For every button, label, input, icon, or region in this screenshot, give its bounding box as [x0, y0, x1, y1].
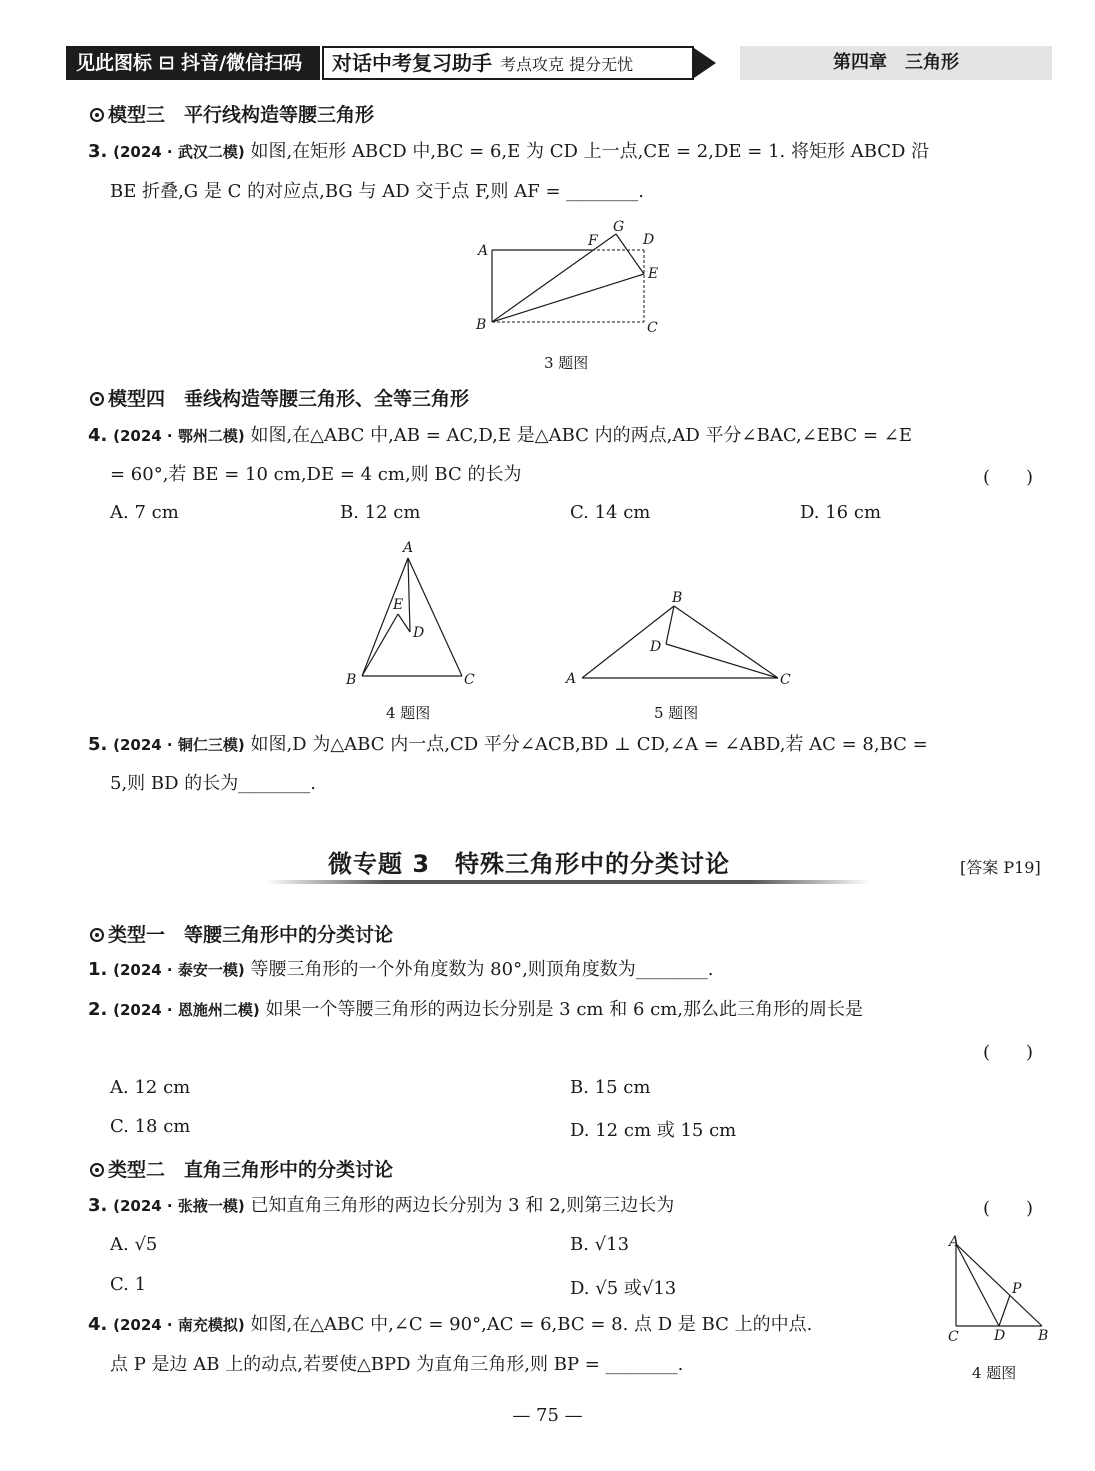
fig4-label-b: B	[346, 672, 357, 688]
question-text: 如图,在矩形 ABCD 中,BC = 6,E 为 CD 上一点,CE = 2,DE = 1. 将矩形 ABCD 沿	[250, 141, 930, 162]
assistant-banner	[322, 46, 694, 80]
figq4-label-p: P	[1012, 1281, 1022, 1297]
option-d: D. 12 cm 或 15 cm	[570, 1120, 737, 1141]
target-icon	[90, 392, 104, 406]
question-source: (2024 · 南充模拟)	[113, 1316, 245, 1334]
type1-heading	[90, 920, 393, 947]
answer-reference: [答案 P19]	[960, 858, 1041, 877]
fig3-label-f: F	[588, 233, 598, 249]
type2-heading-text: 类型二 直角三角形中的分类讨论	[108, 1159, 394, 1181]
question-source: (2024 · 泰安一模)	[113, 961, 245, 979]
question-number: 5.	[88, 734, 108, 755]
question-number: 2.	[88, 999, 108, 1020]
option-b: B. √13	[570, 1234, 630, 1255]
assistant-subtitle: 考点攻克 提分无忧	[500, 55, 634, 74]
question-text: 如果一个等腰三角形的两边长分别是 3 cm 和 6 cm,那么此三角形的周长是	[265, 999, 863, 1020]
t1-question-2	[88, 998, 863, 1022]
answer-parentheses: ( )	[983, 1042, 1034, 1063]
option-b: B. 15 cm	[570, 1077, 651, 1098]
option-d: D. 16 cm	[800, 502, 882, 523]
option-d: D. √5 或√13	[570, 1278, 677, 1299]
assistant-title: 对话中考复习助手	[332, 51, 492, 75]
figure-5	[560, 586, 800, 696]
answer-parentheses: ( )	[983, 1198, 1034, 1219]
figure-5-caption: 5 题图	[654, 704, 699, 722]
figq4-label-b: B	[1038, 1328, 1049, 1344]
figq4-label-c: C	[948, 1329, 959, 1345]
t1-question-1	[88, 958, 714, 982]
title-underline	[265, 880, 871, 884]
question-3-line2: BE 折叠,G 是 C 的对应点,BG 与 AD 交于点 F,则 AF = ________.	[110, 181, 644, 202]
question-3-line1	[88, 140, 929, 164]
option-b: B. 12 cm	[340, 502, 421, 523]
question-source: (2024 · 张掖一模)	[113, 1197, 245, 1215]
fig3-label-a: A	[478, 243, 489, 259]
target-icon	[90, 928, 104, 942]
question-number: 4.	[88, 1314, 108, 1335]
question-number: 3.	[88, 1195, 108, 1216]
chapter-title: 第四章 三角形	[740, 46, 1052, 80]
special-topic-title: 微专题 3 特殊三角形中的分类讨论	[328, 850, 731, 878]
target-icon	[90, 108, 104, 122]
figure-3-caption: 3 题图	[544, 354, 589, 372]
fig4-label-e: E	[393, 597, 404, 613]
type2-heading	[90, 1155, 393, 1182]
fig4-label-a: A	[403, 540, 414, 556]
model4-heading-text: 模型四 垂线构造等腰三角形、全等三角形	[108, 388, 470, 410]
question-number: 4.	[88, 425, 108, 446]
question-text: 如图,D 为△ABC 内一点,CD 平分∠ACB,BD ⊥ CD,∠A = ∠ABD,若 AC = 8,BC =	[250, 734, 928, 755]
type1-heading-text: 类型一 等腰三角形中的分类讨论	[108, 924, 394, 946]
target-icon	[90, 1163, 104, 1177]
option-c: C. 18 cm	[110, 1116, 191, 1137]
question-5-line1	[88, 733, 928, 757]
option-a: A. 12 cm	[110, 1077, 191, 1098]
fig4-label-d: D	[413, 625, 425, 641]
fig5-label-b: B	[672, 590, 683, 606]
fig3-label-b: B	[476, 317, 487, 333]
question-source: (2024 · 铜仁三模)	[113, 736, 245, 754]
question-text: 已知直角三角形的两边长分别为 3 和 2,则第三边长为	[250, 1195, 675, 1216]
option-a: A. 7 cm	[110, 502, 179, 523]
fig3-label-e: E	[648, 266, 659, 282]
model3-heading	[90, 100, 374, 127]
t2-question-4-line1	[88, 1313, 812, 1337]
banner-arrow-icon	[694, 48, 716, 78]
model4-heading	[90, 384, 469, 411]
fig3-label-d: D	[643, 232, 655, 248]
t2-question-4-line2: 点 P 是边 AB 上的动点,若要使△BPD 为直角三角形,则 BP = ________.	[110, 1354, 684, 1375]
question-number: 1.	[88, 959, 108, 980]
question-5-line2: 5,则 BD 的长为________.	[110, 773, 316, 794]
figure-4-caption: 4 题图	[386, 704, 431, 722]
t2-question-3	[88, 1194, 674, 1218]
fig3-label-g: G	[613, 219, 625, 235]
question-source: (2024 · 鄂州二模)	[113, 427, 245, 445]
option-c: C. 14 cm	[570, 502, 651, 523]
option-c: C. 1	[110, 1274, 147, 1295]
figure-4	[340, 536, 490, 696]
answer-parentheses: ( )	[983, 467, 1034, 488]
fig5-label-d: D	[650, 639, 662, 655]
question-source: (2024 · 武汉二模)	[113, 143, 245, 161]
figure-t2-q4-caption: 4 题图	[972, 1364, 1017, 1382]
question-text: 等腰三角形的一个外角度数为 80°,则顶角度数为________.	[250, 959, 714, 980]
option-a: A. √5	[110, 1234, 158, 1255]
figure-t2-q4	[940, 1228, 1060, 1348]
model3-heading-text: 模型三 平行线构造等腰三角形	[108, 104, 375, 126]
question-source: (2024 · 恩施州二模)	[113, 1001, 260, 1019]
figq4-label-a: A	[949, 1234, 960, 1250]
question-4-line1	[88, 424, 912, 448]
fig4-label-c: C	[464, 672, 475, 688]
page-number: — 75 —	[512, 1405, 583, 1426]
figq4-label-d: D	[994, 1328, 1006, 1344]
figure-3	[470, 216, 670, 346]
fig5-label-a: A	[566, 671, 577, 687]
fig5-label-c: C	[780, 672, 791, 688]
question-text: 如图,在△ABC 中,AB = AC,D,E 是△ABC 内的两点,AD 平分∠BAC,∠EBC = ∠E	[250, 425, 913, 446]
fig3-label-c: C	[647, 320, 658, 336]
question-number: 3.	[88, 141, 108, 162]
question-4-line2: = 60°,若 BE = 10 cm,DE = 4 cm,则 BC 的长为	[110, 464, 522, 485]
scan-banner: 见此图标 ⊟ 抖音/微信扫码	[66, 46, 320, 80]
question-text: 如图,在△ABC 中,∠C = 90°,AC = 6,BC = 8. 点 D 是 BC 上的中点.	[250, 1314, 813, 1335]
